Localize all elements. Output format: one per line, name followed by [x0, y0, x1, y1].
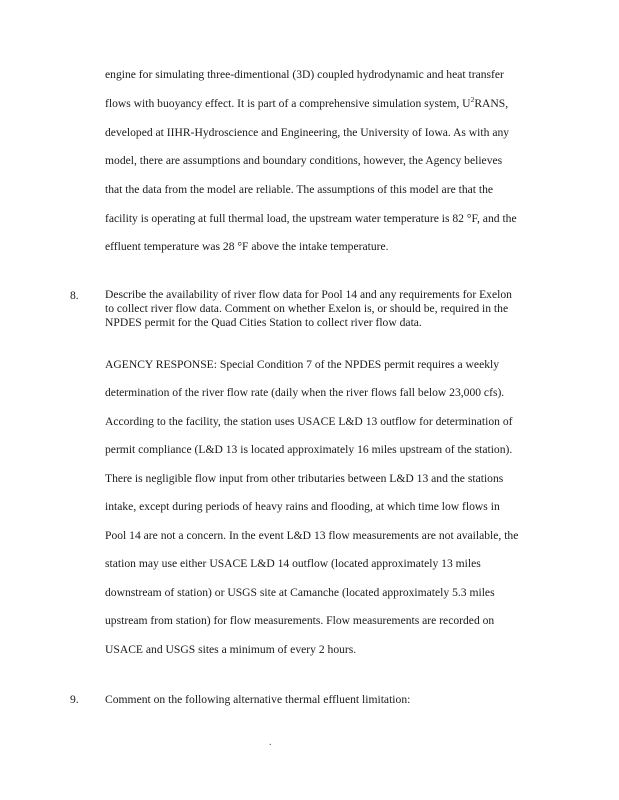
response-line: According to the facility, the station uses USACE L&D 13 outflow for determination of: [105, 415, 513, 428]
response-line: permit compliance (L&D 13 is located approximately 16 miles upstream of the station).: [105, 443, 513, 456]
response-line: USACE and USGS sites a minimum of every 2 hours.: [105, 643, 357, 656]
response-line: station may use either USACE L&D 14 outflow (located approximately 13 miles: [105, 557, 481, 570]
response-line: Pool 14 are not a concern. In the event L&D 13 flow measurements are not available, the: [105, 529, 519, 542]
response-line: intake, except during periods of heavy rains and flooding, at which time low flows in: [105, 500, 500, 513]
continuation-line: engine for simulating three-dimentional (3D) coupled hydrodynamic and heat transfer: [105, 68, 504, 81]
response-line: There is negligible flow input from other tributaries between L&D 13 and the stations: [105, 472, 504, 485]
continuation-line: developed at IIHR-Hydroscience and Engineering, the University of Iowa. As with any: [105, 126, 510, 139]
question-number: 8.: [70, 289, 79, 302]
continuation-line: flows with buoyancy effect. It is part of a comprehensive simulation system, $U^2RANS$,: [105, 95, 509, 110]
question-line: Comment on the following alternative thermal effluent limitation:: [105, 693, 411, 706]
continuation-line: facility is operating at full thermal load, the upstream water temperature is 82 °F, and the: [105, 212, 517, 225]
question-line: to collect river flow data. Comment on whether Exelon is, or should be, required in the: [105, 302, 509, 315]
footer-mark: .: [269, 737, 272, 748]
continuation-line: model, there are assumptions and boundary conditions, however, the Agency believes: [105, 154, 503, 167]
continuation-line: that the data from the model are reliable. The assumptions of this model are that the: [105, 183, 494, 196]
response-line: AGENCY RESPONSE: Special Condition 7 of the NPDES permit requires a weekly: [105, 358, 500, 371]
response-line: upstream from station) for flow measurements. Flow measurements are recorded on: [105, 614, 495, 627]
response-line: downstream of station) or USGS site at Camanche (located approximately 5.3 miles: [105, 586, 495, 599]
question-number: 9.: [70, 693, 79, 706]
response-line: determination of the river flow rate (daily when the river flows fall below 23,000 cfs).: [105, 386, 505, 399]
question-line: NPDES permit for the Quad Cities Station to collect river flow data.: [105, 316, 422, 329]
question-line: Describe the availability of river flow data for Pool 14 and any requirements for Exelon: [105, 288, 512, 301]
continuation-line: effluent temperature was 28 °F above the intake temperature.: [105, 240, 389, 253]
